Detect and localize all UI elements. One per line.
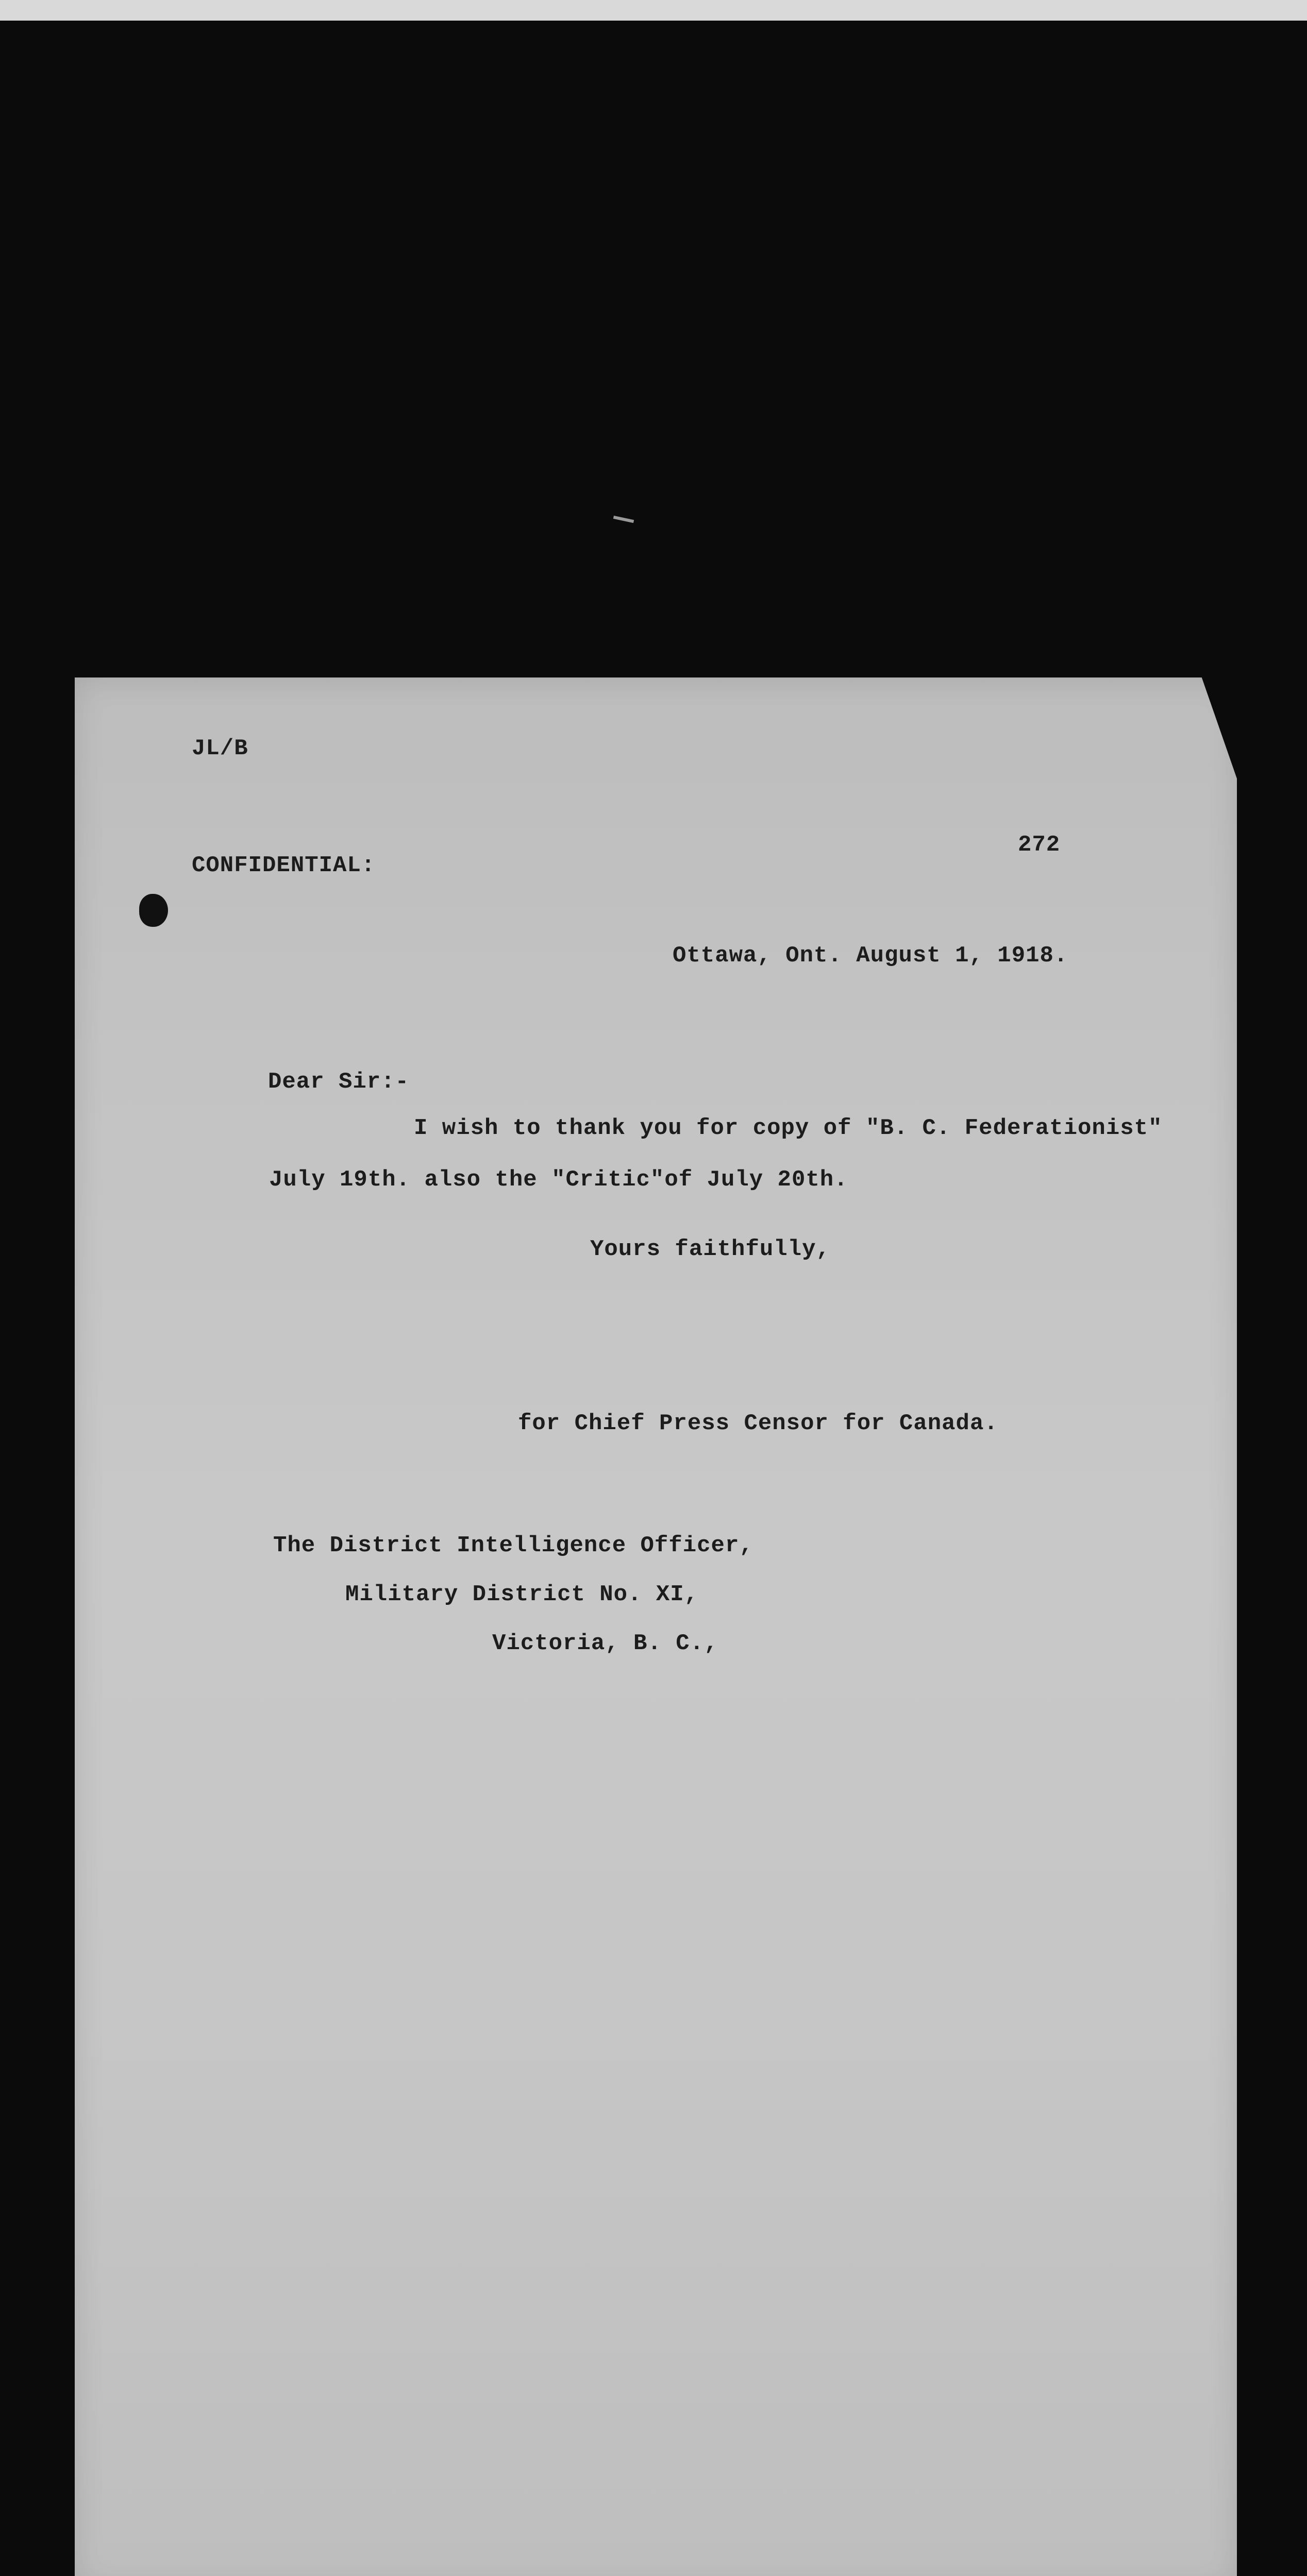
ink-blot [139,894,168,927]
salutation: Dear Sir:- [268,1069,410,1095]
film-frame-blank [0,21,1307,690]
film-border-top [0,0,1307,21]
body-line-2: July 19th. also the "Critic"of July 20th. [269,1167,848,1193]
addressee-line-1: The District Intelligence Officer, [273,1533,753,1558]
addressee-line-2: Military District No. XI, [345,1582,699,1607]
addressee-line-3: Victoria, B. C., [492,1631,718,1656]
classification: CONFIDENTIAL: [192,853,376,878]
reference-initials: JL/B [192,736,248,761]
body-line-1: I wish to thank you for copy of "B. C. Federationist" [414,1115,1163,1141]
closing: Yours faithfully, [590,1236,830,1262]
folio-number: 272 [1018,832,1061,858]
place-date: Ottawa, Ont. August 1, 1918. [673,943,1068,969]
signature-block: for Chief Press Censor for Canada. [518,1411,998,1436]
